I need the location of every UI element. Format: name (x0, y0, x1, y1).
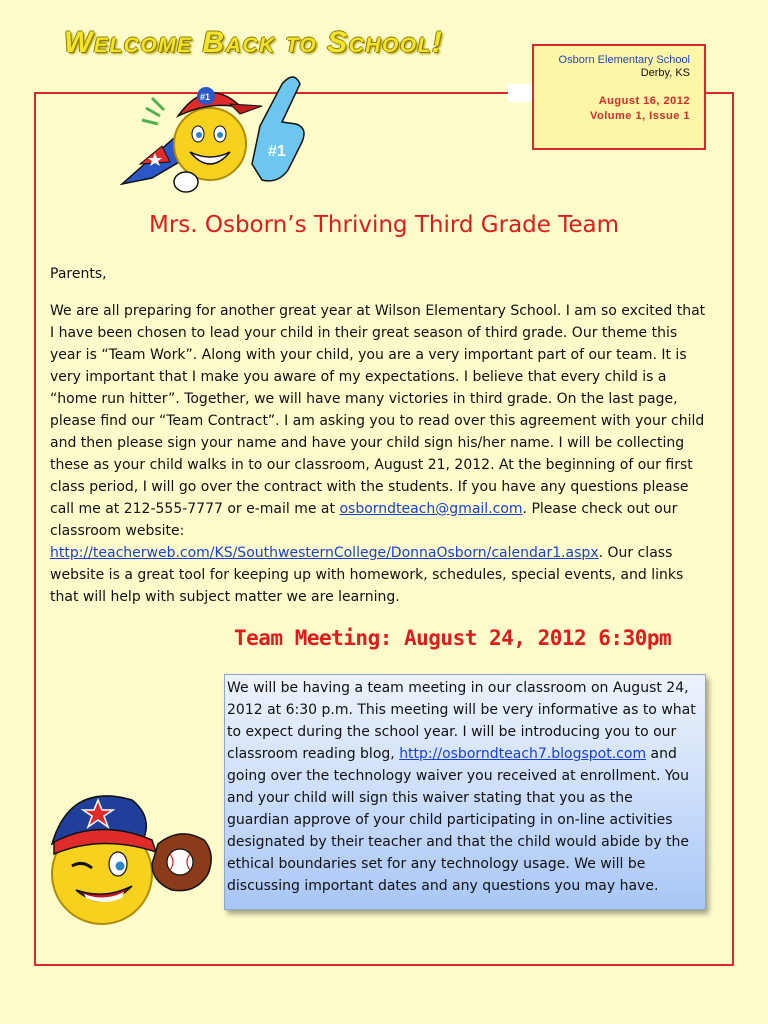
issue-date: August 16, 2012 (598, 95, 690, 107)
meeting-heading: Team Meeting: August 24, 2012 6:30pm (234, 626, 672, 650)
smiley-baseball-mascot (40, 782, 220, 932)
meeting-text-part2: and going over the technology waiver you received at enrollment. You and your child will sign this waiver stating that you as the guardian approve of your child participating in on-line activities designated by their teacher and that the child would abide by the ethical boundaries set for any technology usage. We will be discussing important dates and any questions you may have. (227, 746, 690, 894)
meeting-info-box (224, 674, 706, 910)
greeting-text: Parents, (50, 266, 107, 282)
intro-text-part1: We are all preparing for another great year at Wilson Elementary School. I am so excited that I have been chosen to lead your child in their great season of third grade. Our theme this year is “Team Work”. Along with your child, you are a very important part of our team. It is very important that I make you aware of my expectations. I believe that every child is a “home run hitter”. Together, we will have many victories in third grade. On the last page, please find our “Team Contract”. I am asking you to read over this agreement with your child and then please sign your name and have your child sign his/her name. I will be collecting these as your child walks in to our classroom, August 21, 2012. At the beginning of our first class period, I will go over the contract with the students. If you have any questions please call me at 212-555-7777 or e-mail me at (50, 303, 706, 517)
intro-paragraph (50, 300, 710, 608)
smiley-foam-finger-mascot (112, 66, 327, 201)
email-link[interactable]: osborndteach@gmail.com (339, 501, 523, 517)
welcome-banner: Welcome Back to School! (64, 26, 444, 59)
issue-volume: Volume 1, Issue 1 (589, 110, 690, 122)
intro-text-part2: . Please check out our classroom website: (50, 501, 678, 539)
border-gap (508, 84, 532, 102)
newsletter-heading: Mrs. Osborn’s Thriving Third Grade Team (148, 212, 620, 238)
intro-text-part3: . Our class website is a great tool for keeping up with homework, schedules, special events, and links that will help with subject matter we are learning. (50, 545, 684, 605)
blog-link[interactable]: http://osborndteach7.blogspot.com (399, 746, 647, 762)
website-link[interactable]: http://teacherweb.com/KS/SouthwesternCollege/DonnaOsborn/calendar1.aspx (50, 545, 599, 561)
newsletter-info-box (532, 44, 706, 150)
svg-text:#1: #1 (200, 92, 211, 102)
school-name: Osborn Elementary School (558, 54, 690, 66)
svg-text:#1: #1 (268, 143, 286, 160)
meeting-text-part1: We will be having a team meeting in our classroom on August 24, 2012 at 6:30 p.m. This meeting will be very informative as to what to expect during the school year. I will be introducing you to our classroom reading blog, (227, 680, 696, 762)
school-city: Derby, KS (640, 67, 690, 79)
